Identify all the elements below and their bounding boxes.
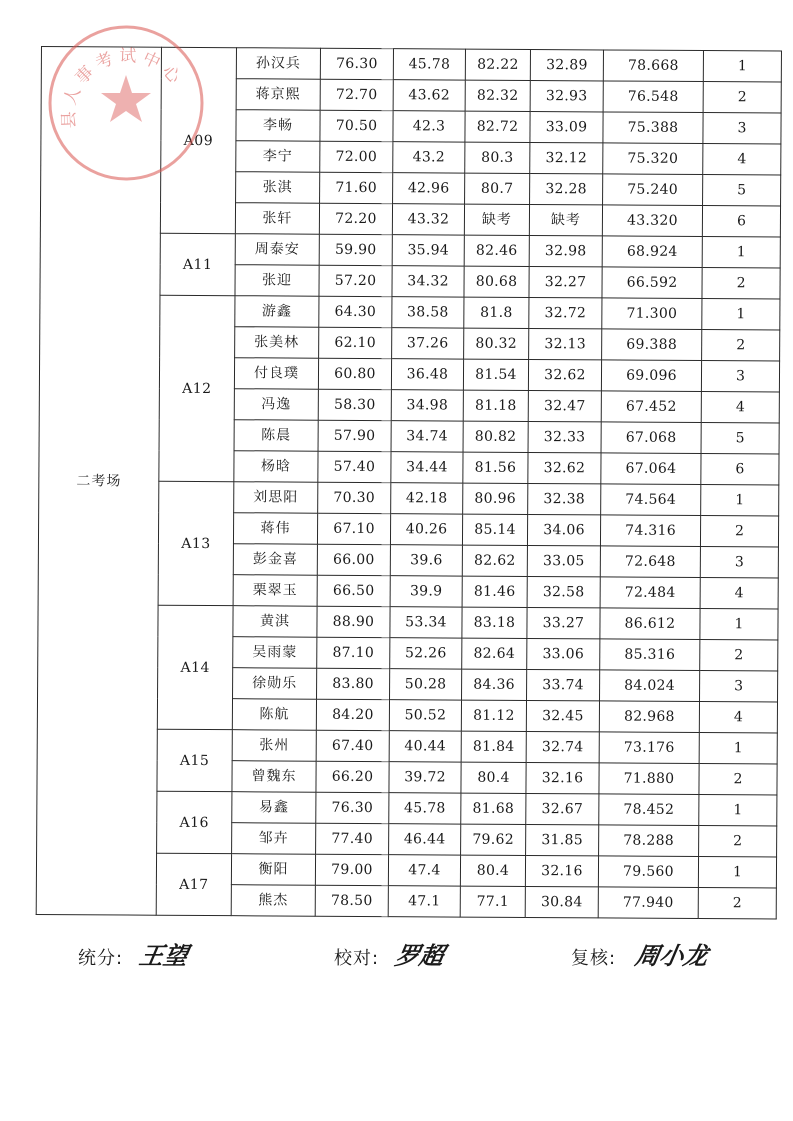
interview-score-cell: 80.96 [463,483,528,514]
interview-weighted-cell: 32.16 [526,762,599,793]
interview-weighted-cell: 32.27 [529,266,602,297]
candidate-name-cell: 张淇 [236,172,320,204]
written-score-cell: 67.40 [316,730,389,761]
total-score-cell: 72.484 [600,577,700,609]
interview-score-cell: 82.22 [465,49,530,80]
total-score-cell: 75.320 [603,143,703,175]
interview-weighted-cell: 32.74 [526,731,599,762]
rank-cell: 1 [703,51,781,82]
total-score-cell: 78.288 [599,825,699,857]
written-score-cell: 72.20 [319,203,392,234]
written-weighted-cell: 50.52 [389,700,461,731]
written-score-cell: 62.10 [319,327,392,358]
rank-cell: 4 [699,702,777,733]
total-score-cell: 67.064 [601,453,701,485]
written-score-cell: 57.40 [318,451,391,482]
written-score-cell: 83.80 [317,668,390,699]
rank-cell: 1 [699,733,777,764]
interview-score-cell: 82.62 [462,545,527,576]
written-score-cell: 88.90 [317,606,390,637]
written-weighted-cell: 50.28 [390,669,462,700]
written-score-cell: 72.70 [320,79,393,110]
candidate-name-cell: 张美林 [235,327,319,359]
written-weighted-cell: 45.78 [393,49,465,80]
interview-score-cell: 81.46 [462,576,527,607]
written-score-cell: 67.10 [317,513,390,544]
rank-cell: 1 [699,795,777,826]
tally-signature: 王望 [137,942,191,970]
interview-weighted-cell: 33.27 [527,607,600,638]
interview-score-cell: 81.12 [461,700,526,731]
written-score-cell: 57.90 [318,420,391,451]
rank-cell: 4 [700,578,778,609]
review-signature: 周小龙 [633,942,711,970]
position-code-cell: A17 [156,853,231,915]
written-score-cell: 79.00 [315,854,388,885]
interview-weighted-cell: 缺考 [529,204,602,235]
rank-cell: 2 [702,268,780,299]
written-score-cell: 72.00 [320,141,393,172]
written-weighted-cell: 46.44 [389,824,461,855]
interview-weighted-cell: 33.05 [527,545,600,576]
written-score-cell: 57.20 [319,265,392,296]
written-weighted-cell: 36.48 [391,359,463,390]
candidate-name-cell: 栗翠玉 [233,575,317,607]
candidate-name-cell: 曾魏东 [232,761,316,793]
total-score-cell: 78.452 [599,794,699,826]
interview-score-cell: 80.4 [461,762,526,793]
interview-weighted-cell: 33.09 [530,111,603,142]
interview-weighted-cell: 33.74 [527,669,600,700]
written-score-cell: 58.30 [318,389,391,420]
total-score-cell: 84.024 [600,670,700,702]
written-weighted-cell: 42.3 [393,111,465,142]
written-weighted-cell: 43.62 [393,80,465,111]
proof-signature: 罗超 [393,942,447,970]
candidate-name-cell: 邹卉 [232,823,316,855]
interview-score-cell: 81.68 [461,793,526,824]
candidate-name-cell: 蒋京熙 [236,79,320,111]
total-score-cell: 67.068 [601,422,701,454]
written-weighted-cell: 39.6 [390,545,462,576]
total-score-cell: 82.968 [599,701,699,733]
exam-venue-cell: 二考场 [36,47,161,916]
rank-cell: 1 [698,857,776,888]
interview-score-cell: 81.84 [461,731,526,762]
interview-weighted-cell: 32.93 [530,80,603,111]
interview-score-cell: 77.1 [460,886,525,917]
candidate-name-cell: 杨晗 [234,451,318,483]
written-score-cell: 77.40 [316,823,389,854]
rank-cell: 5 [701,423,779,454]
written-score-cell: 66.50 [317,575,390,606]
total-score-cell: 68.924 [602,236,702,268]
interview-score-cell: 81.54 [463,359,528,390]
interview-score-cell: 82.46 [464,235,529,266]
total-score-cell: 74.564 [601,484,701,516]
written-weighted-cell: 34.44 [391,452,463,483]
candidate-name-cell: 孙汉兵 [236,48,320,80]
candidate-name-cell: 陈航 [232,699,316,731]
interview-weighted-cell: 32.67 [526,793,599,824]
candidate-name-cell: 付良璞 [234,358,318,390]
written-score-cell: 64.30 [319,296,392,327]
interview-score-cell: 81.8 [464,297,529,328]
rank-cell: 3 [701,361,779,392]
rank-cell: 1 [701,485,779,516]
interview-weighted-cell: 30.84 [525,886,598,917]
candidate-name-cell: 蒋伟 [233,513,317,545]
candidate-name-cell: 李畅 [236,110,320,142]
interview-score-cell: 80.82 [463,421,528,452]
position-code-cell: A14 [157,605,233,729]
position-code-cell: A13 [158,481,234,605]
interview-weighted-cell: 32.89 [530,49,603,80]
interview-score-cell: 83.18 [462,607,527,638]
rank-cell: 2 [698,888,776,919]
written-score-cell: 76.30 [320,48,393,79]
candidate-name-cell: 陈晨 [234,420,318,452]
candidate-name-cell: 衡阳 [231,854,315,886]
written-score-cell: 70.50 [320,110,393,141]
total-score-cell: 75.240 [603,174,703,206]
rank-cell: 2 [699,826,777,857]
candidate-name-cell: 周泰安 [235,234,319,266]
interview-score-cell: 79.62 [461,824,526,855]
interview-score-cell: 81.56 [463,452,528,483]
written-weighted-cell: 38.58 [392,297,464,328]
candidate-name-cell: 刘思阳 [234,482,318,514]
candidate-name-cell: 易鑫 [232,792,316,824]
interview-weighted-cell: 32.28 [530,173,603,204]
rank-cell: 2 [702,330,780,361]
written-weighted-cell: 42.96 [393,173,465,204]
written-score-cell: 71.60 [320,172,393,203]
candidate-name-cell: 黄淇 [233,606,317,638]
interview-score-cell: 82.64 [462,638,527,669]
total-score-cell: 71.880 [599,763,699,795]
rank-cell: 1 [700,609,778,640]
written-weighted-cell: 53.34 [390,607,462,638]
total-score-cell: 86.612 [600,608,700,640]
candidate-name-cell: 彭金喜 [233,544,317,576]
interview-weighted-cell: 32.62 [528,452,601,483]
total-score-cell: 77.940 [598,887,698,919]
written-weighted-cell: 47.1 [388,886,460,917]
rank-cell: 2 [700,516,778,547]
total-score-cell: 74.316 [600,515,700,547]
interview-weighted-cell: 32.47 [528,390,601,421]
candidate-name-cell: 张轩 [235,203,319,235]
written-weighted-cell: 34.74 [391,421,463,452]
written-weighted-cell: 45.78 [389,793,461,824]
score-table [36,46,782,920]
candidate-name-cell: 熊杰 [231,885,315,917]
rank-cell: 1 [702,299,780,330]
rank-cell: 4 [703,144,781,175]
rank-cell: 4 [701,392,779,423]
total-score-cell: 67.452 [601,391,701,423]
written-score-cell: 84.20 [316,699,389,730]
interview-weighted-cell: 32.38 [528,483,601,514]
written-weighted-cell: 34.98 [391,390,463,421]
rank-cell: 3 [700,547,778,578]
total-score-cell: 69.096 [601,360,701,392]
written-weighted-cell: 43.2 [393,142,465,173]
interview-weighted-cell: 32.13 [529,328,602,359]
tally-label: 统分: [78,948,124,969]
interview-weighted-cell: 33.06 [527,638,600,669]
written-score-cell: 87.10 [317,637,390,668]
interview-score-cell: 80.32 [464,328,529,359]
interview-weighted-cell: 32.58 [527,576,600,607]
interview-score-cell: 82.72 [465,111,530,142]
interview-weighted-cell: 34.06 [527,514,600,545]
total-score-cell: 78.668 [603,50,703,82]
interview-score-cell: 84.36 [462,669,527,700]
total-score-cell: 69.388 [602,329,702,361]
rank-cell: 6 [701,454,779,485]
position-code-cell: A09 [160,47,236,233]
rank-cell: 6 [702,206,780,237]
written-weighted-cell: 39.72 [389,762,461,793]
written-weighted-cell: 47.4 [388,855,460,886]
total-score-cell: 73.176 [599,732,699,764]
interview-weighted-cell: 32.72 [529,297,602,328]
candidate-name-cell: 张州 [232,730,316,762]
interview-score-cell: 81.18 [463,390,528,421]
position-code-cell: A15 [157,729,232,791]
stamp-text: 县人事考试中心 [59,46,188,129]
written-score-cell: 78.50 [315,885,388,916]
total-score-cell: 85.316 [600,639,700,671]
interview-weighted-cell: 32.45 [526,700,599,731]
rank-cell: 2 [703,82,781,113]
interview-weighted-cell: 31.85 [526,824,599,855]
written-weighted-cell: 34.32 [392,266,464,297]
candidate-name-cell: 李宁 [236,141,320,173]
position-code-cell: A16 [157,791,232,853]
interview-score-cell: 80.7 [465,173,530,204]
written-weighted-cell: 52.26 [390,638,462,669]
written-score-cell: 76.30 [316,792,389,823]
total-score-cell: 76.548 [603,81,703,113]
signature-row [0,932,793,982]
written-score-cell: 70.30 [318,482,391,513]
written-score-cell: 60.80 [318,358,391,389]
interview-score-cell: 80.68 [464,266,529,297]
candidate-name-cell: 徐勋乐 [233,668,317,700]
rank-cell: 3 [703,113,781,144]
rank-cell: 3 [700,671,778,702]
interview-score-cell: 80.3 [465,142,530,173]
interview-weighted-cell: 32.33 [528,421,601,452]
written-weighted-cell: 42.18 [391,483,463,514]
position-code-cell: A11 [160,233,235,295]
interview-weighted-cell: 32.98 [529,235,602,266]
interview-weighted-cell: 32.12 [530,142,603,173]
written-weighted-cell: 37.26 [392,328,464,359]
total-score-cell: 71.300 [602,298,702,330]
interview-score-cell: 85.14 [462,514,527,545]
candidate-name-cell: 游鑫 [235,296,319,328]
rank-cell: 1 [702,237,780,268]
candidate-name-cell: 吴雨蒙 [233,637,317,669]
written-weighted-cell: 40.26 [390,514,462,545]
interview-score-cell: 80.4 [460,855,525,886]
written-weighted-cell: 35.94 [392,235,464,266]
proof-label: 校对: [334,948,380,969]
review-label: 复核: [571,948,617,969]
total-score-cell: 72.648 [600,546,700,578]
written-weighted-cell: 43.32 [392,204,464,235]
candidate-name-cell: 冯逸 [234,389,318,421]
candidate-name-cell: 张迎 [235,265,319,297]
written-weighted-cell: 40.44 [389,731,461,762]
written-score-cell: 66.20 [316,761,389,792]
written-score-cell: 59.90 [319,234,392,265]
interview-weighted-cell: 32.16 [525,855,598,886]
table-row [41,47,781,83]
interview-weighted-cell: 32.62 [528,359,601,390]
interview-score-cell: 82.32 [465,80,530,111]
total-score-cell: 75.388 [603,112,703,144]
written-score-cell: 66.00 [317,544,390,575]
interview-score-cell: 缺考 [464,204,529,235]
rank-cell: 5 [703,175,781,206]
rank-cell: 2 [699,764,777,795]
position-code-cell: A12 [159,295,235,481]
total-score-cell: 43.320 [602,205,702,237]
written-weighted-cell: 39.9 [390,576,462,607]
rank-cell: 2 [700,640,778,671]
total-score-cell: 79.560 [598,856,698,888]
total-score-cell: 66.592 [602,267,702,299]
